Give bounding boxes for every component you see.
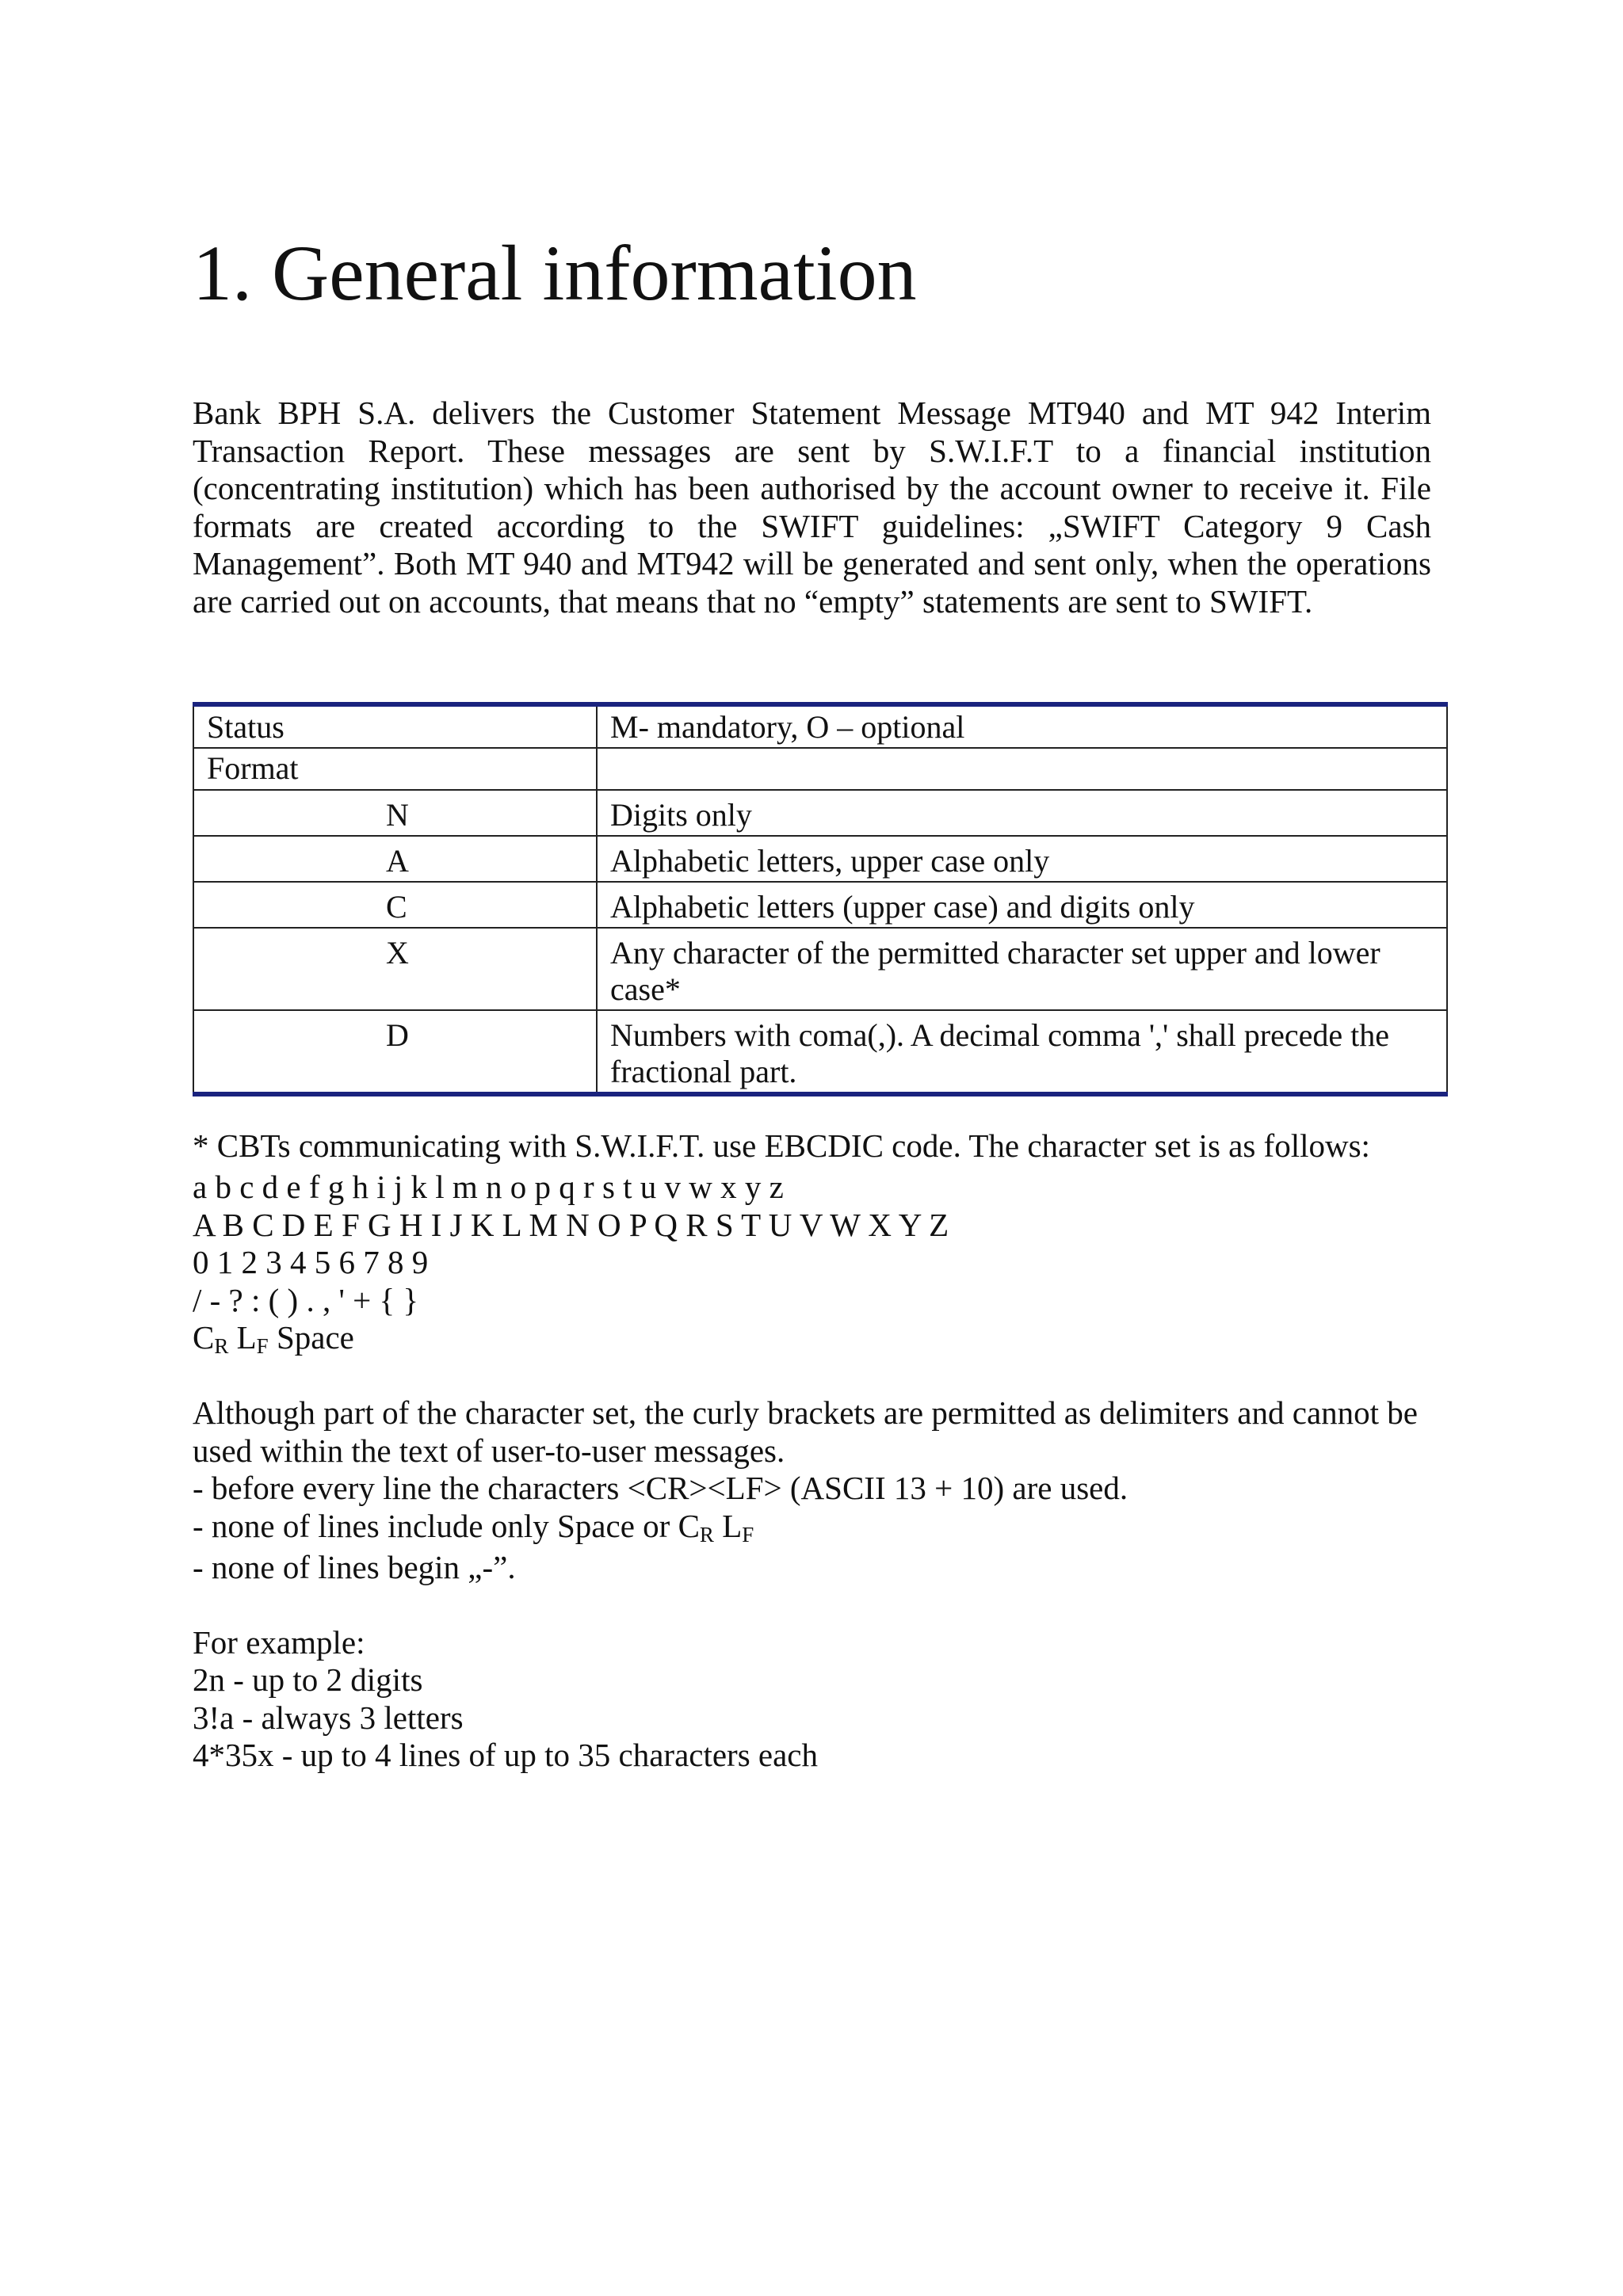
rule-lf-l: L [722,1507,743,1544]
table-row [193,836,1447,882]
format-code-cell: A [193,836,597,882]
charset-uppercase: A B C D E F G H I J K L M N O P Q R S T U V W X Y Z [193,1206,949,1243]
rule-line-3: - none of lines begin „-”. [193,1548,516,1585]
examples-title: For example: [193,1623,365,1661]
lf-f: F [256,1334,269,1358]
space-label: Space [276,1319,354,1356]
format-label-cell: Format [193,748,597,790]
format-desc-cell: Digits only [597,790,1447,836]
format-code-cell: D [193,1010,597,1094]
lf-l: L [236,1319,257,1356]
format-code-cell: N [193,790,597,836]
table-row-format [193,748,1447,790]
status-value-cell: M- mandatory, O – optional [597,704,1447,748]
charset-symbols: / - ? : ( ) . , ' + { } [193,1281,419,1318]
table-row [193,790,1447,836]
format-table [193,702,1448,1097]
table-row-status [193,704,1447,748]
charset-lowercase: a b c d e f g h i j k l m n o p q r s t u v w x y z [193,1169,784,1205]
format-desc-cell: Alphabetic letters, upper case only [597,836,1447,882]
intro-paragraph: Bank BPH S.A. delivers the Customer Statement Message MT940 and MT 942 Interim Transaction Report. These messages are sent by S.W.I.F.T to a financial institution (concentrating institution) which has been authorised by the account owner to receive it. File formats are created according to the SWIFT guidelines: „SWIFT Category 9 Cash Management”. Both MT 940 and MT942 will be generated and sent only, when the operations are carried out on accounts, that means that no “empty” statements are sent to SWIFT. [193,395,1431,620]
format-value-cell [597,748,1447,790]
example-item: 3!a - always 3 letters [193,1699,464,1736]
rule-lf-f: F [742,1522,754,1547]
format-code-cell: C [193,882,597,928]
format-desc-cell: Numbers with coma(,). A decimal comma ',' shall precede the fractional part. [597,1010,1447,1094]
table-row [193,882,1447,928]
rule-cr-r: R [699,1522,714,1547]
table-row [193,1010,1447,1094]
cr-c: C [193,1319,215,1356]
rule-line-1: - before every line the characters <CR><LF> (ASCII 13 + 10) are used. [193,1470,1128,1506]
format-code-cell: X [193,928,597,1010]
format-desc-cell: Any character of the permitted character set upper and lower case* [597,928,1447,1010]
status-label-cell: Status [193,704,597,748]
table-row [193,928,1447,1010]
charset-section [193,1127,1461,1775]
cr-r: R [214,1334,229,1358]
example-item: 4*35x - up to 4 lines of up to 35 characters each [193,1737,819,1773]
charset-control [193,1319,1461,1357]
rule-line-2-text: - none of lines include only Space or [193,1507,678,1544]
charset-intro: * CBTs communicating with S.W.I.F.T. use EBCDIC code. The character set is as follows: [193,1127,1370,1164]
rule-line-2 [193,1508,1461,1549]
rule-cr-c: C [678,1507,700,1544]
section-heading: 1. General information [193,229,917,317]
format-desc-cell: Alphabetic letters (upper case) and digits only [597,882,1447,928]
spacer [193,1586,1461,1624]
brackets-rule: Although part of the character set, the curly brackets are permitted as delimiters and cannot be used within the text of user-to-user messages. [193,1394,1418,1469]
spacer [193,1357,1461,1395]
example-item: 2n - up to 2 digits [193,1661,423,1698]
charset-digits: 0 1 2 3 4 5 6 7 8 9 [193,1244,429,1280]
